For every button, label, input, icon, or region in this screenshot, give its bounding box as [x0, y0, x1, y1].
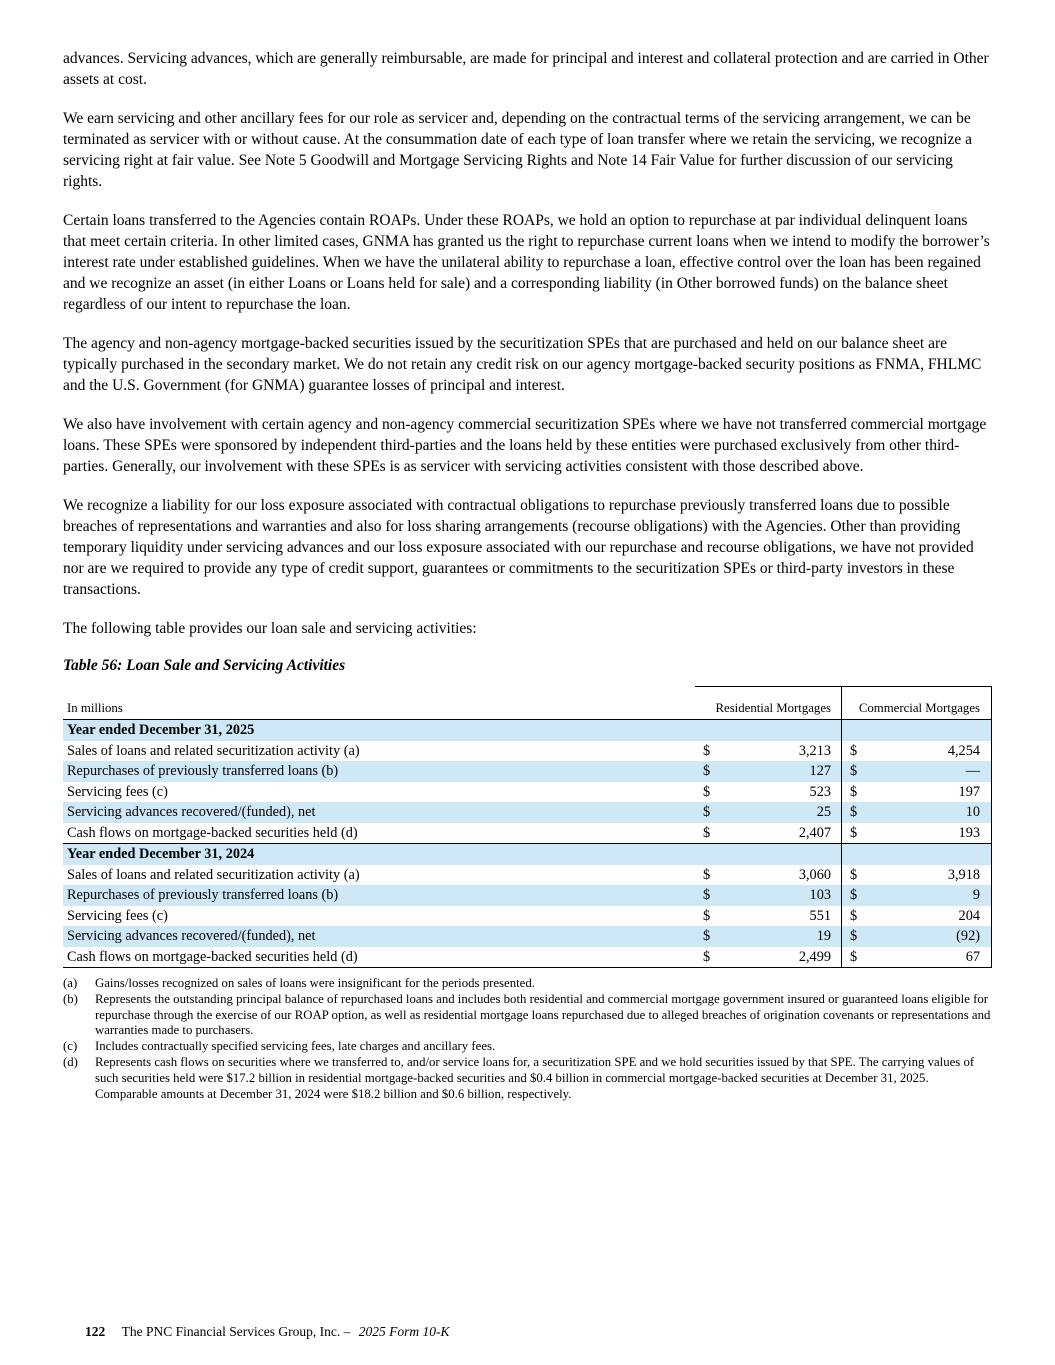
section-row-spacer: [841, 720, 992, 741]
table-row: [63, 885, 992, 906]
footnote-text: Represents cash flows on securities where we transferred to, and/or service loans for, a securitization SPE and we hold securities issued by that SPE. The carrying values of such securities held were $17.2 billion in residential mortgage-backed securities and $0.4 billion in commercial mortgage-backed securities at December 31, 2025. Comparable amounts at December 31, 2024 were $18.2 billion and $0.6 billion, respectively.: [95, 1054, 975, 1101]
currency-symbol: $: [703, 763, 711, 779]
commercial-value: 193: [871, 823, 992, 844]
row-label: Sales of loans and related securitization activity (a): [67, 742, 360, 759]
row-label: Servicing advances recovered/(funded), net: [67, 928, 316, 944]
body-paragraph: Certain loans transferred to the Agencies contain ROAPs. Under these ROAPs, we hold an option to repurchase at par individual delinquent loans that meet certain criteria. In other limited cases, GNMA has granted us the right to repurchase current loans when we intend to modify the borrower’s interest rate under established guidelines. When we have the unilateral ability to repurchase a loan, effective control over the loan has been regained and we recognize an asset (in either Loans or Loans held for sale) and a corresponding liability (in Other borrowed funds) on the balance sheet regardless of our intent to repurchase the loan.: [63, 212, 990, 313]
commercial-value: 204: [871, 906, 992, 927]
body-paragraph: advances. Servicing advances, which are generally reimbursable, are made for principal and interest and collateral protection and are carried in Other assets at cost.: [63, 50, 989, 88]
currency-symbol: $: [703, 783, 711, 800]
footnote-text: Represents the outstanding principal balance of repurchased loans and includes both residential and commercial mortgage government insured or guaranteed loans eligible for repurchase through the exercise of our ROAP option, as well as residential mortgage loans repurchased due to alleged breaches of origination covenants or representations and warranties made to purchasers.: [95, 991, 991, 1038]
currency-symbol: $: [703, 928, 711, 944]
currency-symbol: $: [841, 926, 871, 947]
table-row: [63, 802, 992, 823]
footnote-marker: (a): [63, 976, 78, 990]
table-body: [63, 719, 992, 967]
row-label: Servicing advances recovered/(funded), net: [67, 804, 316, 820]
currency-symbol: $: [841, 802, 871, 823]
table-row: [63, 761, 992, 782]
page-footer: [85, 1324, 449, 1340]
table-intro-paragraph: The following table provides our loan sale and servicing activities:: [63, 620, 477, 637]
currency-symbol: $: [841, 761, 871, 782]
currency-symbol: $: [703, 824, 711, 841]
currency-symbol: $: [703, 948, 711, 965]
currency-symbol: $: [703, 866, 711, 883]
currency-symbol: $: [841, 865, 871, 886]
commercial-value: 197: [871, 782, 992, 803]
row-label: Servicing fees (c): [67, 907, 168, 924]
footnote-marker: (d): [63, 1054, 78, 1069]
row-label: Cash flows on mortgage-backed securities held (d): [67, 948, 358, 965]
commercial-value: 10: [871, 802, 992, 823]
table-row: [63, 823, 992, 844]
currency-symbol: $: [841, 782, 871, 803]
currency-symbol: $: [841, 906, 871, 927]
footer-form-name: 2025 Form 10-K: [358, 1324, 450, 1339]
currency-symbol: $: [841, 885, 871, 906]
footnote-marker: (b): [63, 991, 78, 1006]
footnote-marker: (c): [63, 1039, 78, 1054]
currency-symbol: $: [703, 907, 711, 924]
commercial-value: —: [871, 761, 992, 782]
currency-symbol: $: [703, 887, 711, 903]
footer-company-name: The PNC Financial Services Group, Inc. –: [121, 1324, 351, 1339]
row-label: Sales of loans and related securitization activity (a): [67, 866, 360, 883]
table-row: [63, 865, 992, 886]
row-label: Cash flows on mortgage-backed securities held (d): [67, 824, 358, 841]
footnote-text: Includes contractually specified servicing fees, late charges and ancillary fees.: [95, 1039, 496, 1054]
residential-value: 127: [809, 763, 831, 779]
footnotes-list: [63, 976, 992, 1102]
residential-value: 3,213: [798, 742, 831, 759]
section-label: Year ended December 31, 2024: [67, 846, 255, 862]
page-number: 122: [85, 1324, 106, 1339]
section-row: [63, 843, 992, 865]
commercial-value: 3,918: [871, 865, 992, 886]
section-row: [63, 719, 992, 741]
currency-symbol: $: [703, 804, 711, 820]
row-label: Repurchases of previously transferred loans (b): [67, 887, 339, 903]
table-row: [63, 741, 992, 762]
footnote-text: Gains/losses recognized on sales of loans were insignificant for the periods presented.: [95, 976, 535, 990]
residential-value: 103: [809, 887, 831, 903]
column-header-residential-mortgages: Residential Mortgages: [695, 686, 841, 719]
residential-value: 523: [809, 783, 831, 800]
table-row: [63, 906, 992, 927]
section-row-spacer: [841, 844, 992, 865]
commercial-value: 9: [871, 885, 992, 906]
currency-symbol: $: [841, 823, 871, 844]
unit-label: In millions: [67, 701, 123, 715]
residential-value: 2,407: [798, 824, 831, 841]
body-paragraph: We also have involvement with certain agency and non-agency commercial securitization SPEs where we have not transferred commercial mortgage loans. These SPEs were sponsored by independent third-parties and the loans held by these entities were purchased exclusively from other third-parties. Generally, our involvement with these SPEs is as servicer with servicing activities consistent with those described above.: [63, 416, 987, 475]
loan-sale-servicing-table: [63, 686, 992, 968]
residential-value: 25: [816, 804, 831, 820]
footnote: [63, 1055, 992, 1102]
commercial-value: (92): [871, 926, 992, 947]
currency-symbol: $: [703, 742, 711, 759]
section-label: Year ended December 31, 2025: [67, 722, 255, 738]
currency-symbol: $: [841, 741, 871, 762]
table-header-row: [63, 686, 992, 719]
column-header-commercial-mortgages: Commercial Mortgages: [841, 686, 992, 719]
row-label: Servicing fees (c): [67, 783, 168, 800]
body-paragraph: We recognize a liability for our loss exposure associated with contractual obligations to repurchase previously transferred loans due to possible breaches of representations and warranties and also for loss sharing arrangements (recourse obligations) with the Agencies. Other than providing temporary liquidity under servicing advances and our loss exposure associated with our repurchase and recourse obligations, we have not provided nor are we required to provide any type of credit support, guarantees or commitments to the securitization SPEs or third-party investors in these transactions.: [63, 497, 974, 598]
table-row: [63, 782, 992, 803]
residential-value: 3,060: [798, 866, 831, 883]
currency-symbol: $: [841, 947, 871, 968]
commercial-value: 67: [871, 947, 992, 968]
table-row: [63, 947, 992, 968]
table-row: [63, 926, 992, 947]
table-title: Table 56: Loan Sale and Servicing Activities: [63, 657, 346, 674]
residential-value: 2,499: [798, 948, 831, 965]
residential-value: 551: [809, 907, 831, 924]
row-label: Repurchases of previously transferred loans (b): [67, 763, 339, 779]
body-paragraph: The agency and non-agency mortgage-backed securities issued by the securitization SPEs that are purchased and held on our balance sheet are typically purchased in the secondary market. We do not retain any credit risk on our agency mortgage-backed security positions as FNMA, FHLMC and the U.S. Government (for GNMA) guarantee losses of principal and interest.: [63, 335, 982, 394]
residential-value: 19: [816, 928, 831, 944]
commercial-value: 4,254: [871, 741, 992, 762]
footnote: [63, 976, 992, 992]
body-paragraph: We earn servicing and other ancillary fees for our role as servicer and, depending on the contractual terms of the servicing arrangement, we can be terminated as servicer with or without cause. At the consummation date of each type of loan transfer where we retain the servicing, we recognize a servicing right at fair value. See Note 5 Goodwill and Mortgage Servicing Rights and Note 14 Fair Value for further discussion of our servicing rights.: [63, 110, 972, 190]
footnote: [63, 1039, 992, 1055]
footnote: [63, 992, 992, 1039]
